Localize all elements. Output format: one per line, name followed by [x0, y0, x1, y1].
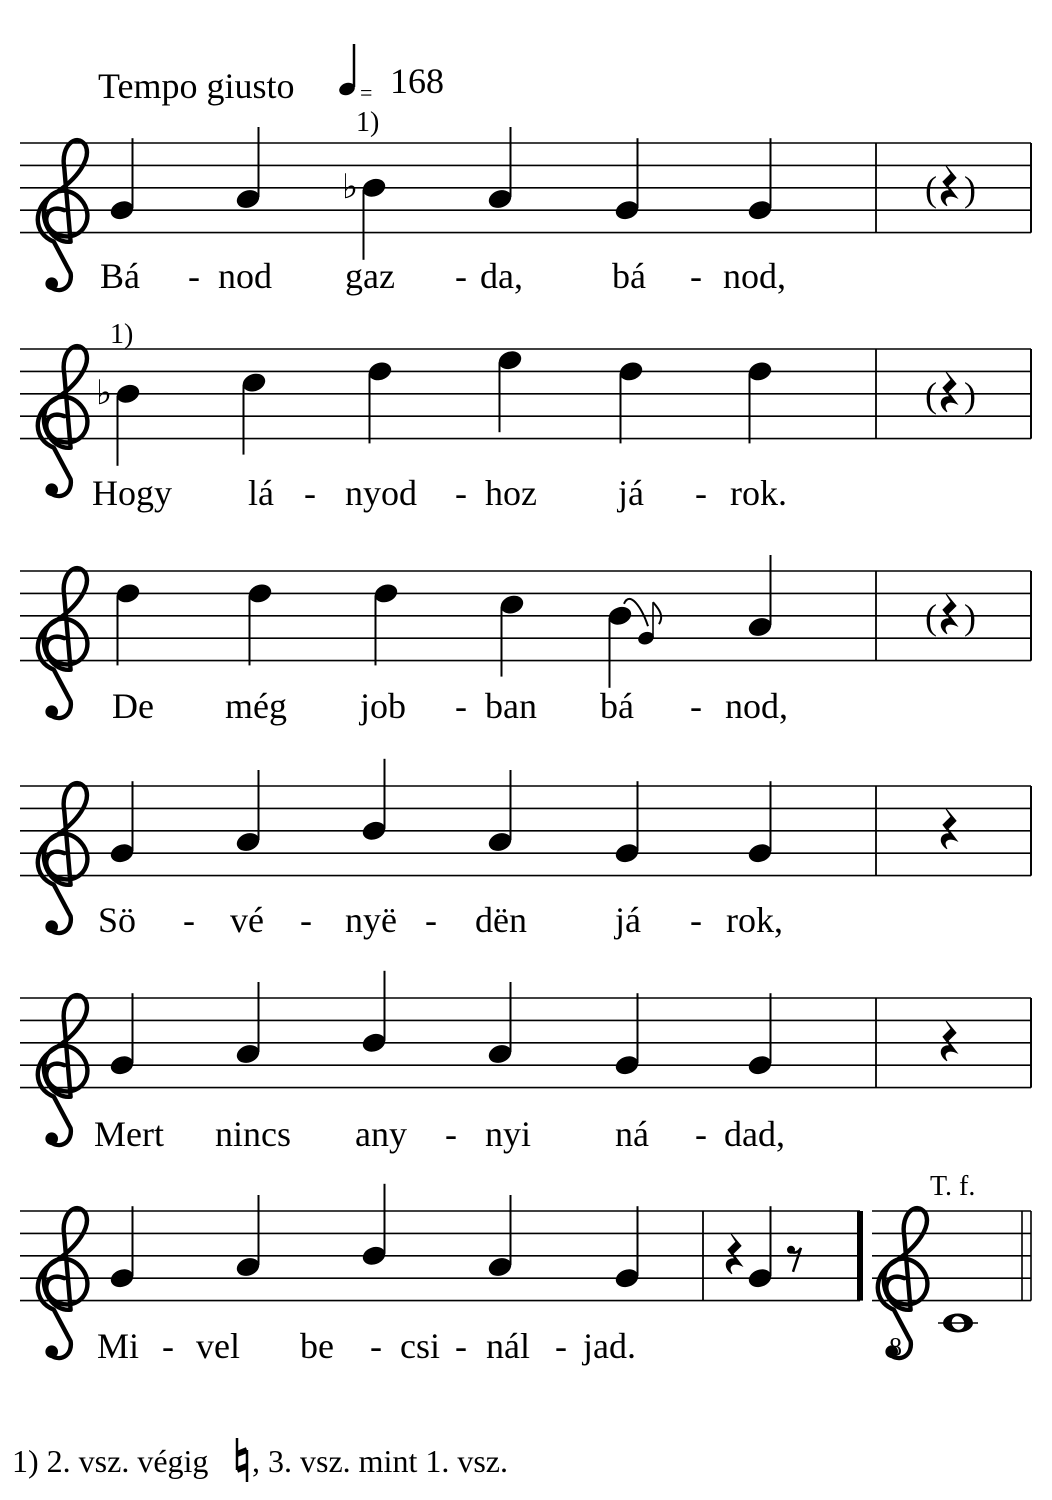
- note: [108, 1206, 135, 1290]
- lyric-hyphen: -: [455, 473, 467, 513]
- note: [746, 993, 773, 1077]
- lyric-syllable: dad,: [724, 1114, 785, 1154]
- quarter-rest-icon: [726, 1234, 742, 1274]
- lyric-syllable: gaz: [345, 256, 395, 296]
- lyric-hyphen: -: [183, 900, 195, 940]
- lyric-syllable: nod,: [725, 686, 788, 726]
- lyric-syllable: nincs: [215, 1114, 291, 1154]
- lyric-syllable: nyi: [485, 1114, 532, 1154]
- lyric-syllable: be: [300, 1326, 334, 1366]
- lyric-syllable: bá: [600, 686, 634, 726]
- lyric-hyphen: -: [188, 256, 200, 296]
- note: [108, 781, 135, 865]
- note: [746, 359, 773, 443]
- treble-clef-icon: [38, 140, 88, 290]
- natural-sign-icon: [237, 1438, 247, 1482]
- flat-sign-icon: ♭: [96, 374, 113, 412]
- lyric-syllable: hoz: [485, 473, 537, 513]
- lyric-syllable: nod: [218, 256, 272, 296]
- note: [372, 581, 399, 665]
- lyric-syllable: vé: [230, 900, 264, 940]
- note: [108, 993, 135, 1077]
- lyric-hyphen: -: [425, 900, 437, 940]
- note: [486, 127, 513, 211]
- lyric-syllable: já: [618, 473, 644, 513]
- note: [496, 348, 523, 432]
- eighth-rest-icon: [787, 1246, 801, 1272]
- treble-clef-icon: [38, 346, 88, 496]
- note: [613, 138, 640, 222]
- lyric-hyphen: -: [555, 1326, 567, 1366]
- lyric-syllable: jad.: [583, 1326, 636, 1366]
- footnote: [12, 1438, 508, 1482]
- tempo-equals: =: [360, 80, 373, 105]
- lyric-hyphen: -: [695, 1114, 707, 1154]
- lyric-syllable: bá: [612, 256, 646, 296]
- note: [366, 359, 393, 443]
- lyric-syllable: Sö: [98, 900, 137, 940]
- note: [360, 759, 387, 843]
- note: [360, 971, 387, 1055]
- note: [234, 770, 261, 854]
- treble-clef-icon: [38, 568, 88, 718]
- note: [234, 127, 261, 211]
- note: [613, 781, 640, 865]
- quarter-rest-icon: [941, 809, 957, 849]
- clef-octave-label: 8: [889, 1332, 902, 1362]
- note: [234, 1195, 261, 1279]
- lyric-syllable: nál: [486, 1326, 530, 1366]
- treble-clef-icon: [38, 1208, 88, 1358]
- paren-close: ): [964, 168, 976, 209]
- note: [746, 781, 773, 865]
- lyric-syllable: rok.: [730, 473, 787, 513]
- lyric-syllable: vel: [196, 1326, 240, 1366]
- lyric-hyphen: -: [690, 256, 702, 296]
- footnote-before: 1) 2. vsz. végig: [12, 1443, 209, 1479]
- lyric-syllable: nyod: [345, 473, 417, 513]
- staff-systems: [20, 107, 1031, 1366]
- lyric-hyphen: -: [455, 256, 467, 296]
- rest: [726, 1234, 801, 1274]
- treble-clef-icon: [38, 783, 88, 933]
- note: [746, 555, 773, 639]
- note: [240, 371, 267, 455]
- note: [613, 993, 640, 1077]
- note: [234, 982, 261, 1066]
- lyric-syllable: nod,: [723, 256, 786, 296]
- rest: [941, 809, 957, 849]
- footnote-marker: 1): [356, 107, 380, 138]
- lyric-hyphen: -: [162, 1326, 174, 1366]
- footnote-after: , 3. vsz. mint 1. vsz.: [252, 1443, 508, 1479]
- paren-close: ): [964, 374, 976, 415]
- lyric-hyphen: -: [370, 1326, 382, 1366]
- staff-system-2: [20, 319, 1031, 513]
- paren-close: ): [964, 596, 976, 637]
- quarter-rest-icon: [941, 166, 957, 206]
- note: [486, 982, 513, 1066]
- tempo-note-icon: [337, 44, 356, 97]
- lyric-hyphen: -: [695, 473, 707, 513]
- lyric-syllable: rok,: [726, 900, 783, 940]
- lyric-syllable: Bá: [100, 256, 140, 296]
- treble-8-clef-icon: [878, 1208, 928, 1358]
- flag: [653, 602, 661, 624]
- lyric-hyphen: -: [690, 900, 702, 940]
- note: [498, 593, 525, 677]
- footnote-marker: 1): [110, 319, 134, 350]
- paren-open: (: [925, 596, 937, 637]
- lyric-hyphen: -: [690, 686, 702, 726]
- lyric-syllable: csi: [400, 1326, 440, 1366]
- lyric-syllable: ná: [615, 1114, 649, 1154]
- lyric-syllable: job: [360, 686, 407, 726]
- note: [613, 1206, 640, 1290]
- lyric-syllable: já: [615, 900, 641, 940]
- rest: [941, 1021, 957, 1061]
- lyric-hyphen: -: [455, 686, 467, 726]
- tail-label: T. f.: [930, 1171, 976, 1202]
- note: [486, 770, 513, 854]
- note: [108, 138, 135, 222]
- lyric-syllable: da,: [480, 256, 523, 296]
- note: [606, 599, 661, 688]
- staff-system-5: [20, 971, 1031, 1154]
- quarter-rest-icon: [941, 1021, 957, 1061]
- paren-open: (: [925, 168, 937, 209]
- lyric-syllable: ban: [485, 686, 537, 726]
- flat-sign-icon: ♭: [342, 168, 359, 206]
- lyric-syllable: még: [225, 686, 287, 726]
- lyric-hyphen: -: [300, 900, 312, 940]
- treble-clef-icon: [38, 995, 88, 1145]
- note: [486, 1195, 513, 1279]
- lyric-syllable: nyë: [345, 900, 397, 940]
- tempo-bpm: 168: [390, 61, 444, 101]
- lyric-hyphen: -: [455, 1326, 467, 1366]
- lyric-hyphen: -: [445, 1114, 457, 1154]
- lyric-syllable: Hogy: [92, 473, 172, 513]
- quarter-rest-icon: [941, 594, 957, 634]
- lyric-syllable: dën: [475, 900, 527, 940]
- quarter-rest-icon: [941, 372, 957, 412]
- tempo-text: Tempo giusto: [98, 66, 295, 106]
- lyric-syllable: Mert: [94, 1114, 164, 1154]
- note: [246, 581, 273, 665]
- note: [617, 359, 644, 443]
- staff-system-6: [20, 1171, 1031, 1366]
- lyric-syllable: De: [112, 686, 154, 726]
- lyric-hyphen: -: [304, 473, 316, 513]
- note: [746, 1206, 773, 1290]
- lyric-syllable: lá: [248, 473, 274, 513]
- staff-system-1: [20, 107, 1031, 296]
- note: [114, 581, 141, 665]
- staff-system-4: [20, 759, 1031, 940]
- note: [96, 319, 142, 466]
- note: [360, 1184, 387, 1268]
- note: [746, 138, 773, 222]
- lyric-syllable: Mi: [97, 1326, 140, 1366]
- staff-system-3: [20, 555, 1031, 726]
- lyric-syllable: any: [355, 1114, 407, 1154]
- note: [342, 107, 388, 260]
- tempo-marking: [98, 44, 444, 106]
- paren-open: (: [925, 374, 937, 415]
